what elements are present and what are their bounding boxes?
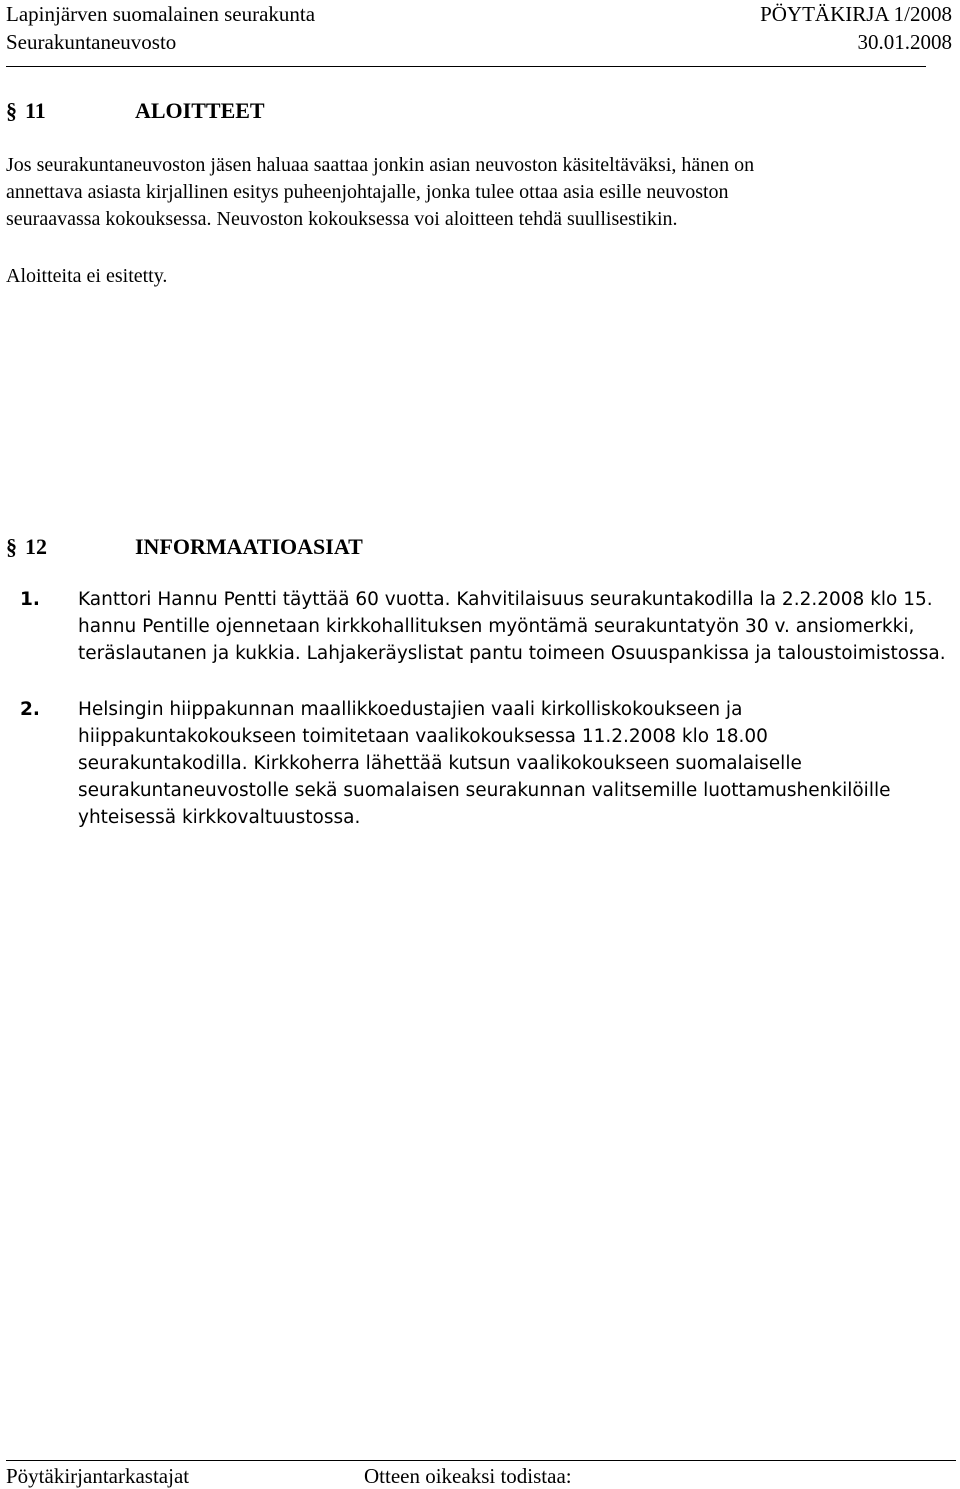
footer-rule (6, 1460, 956, 1461)
section-12-number: 12 (25, 534, 47, 559)
section-11-number: 11 (25, 98, 46, 123)
header-body: Seurakuntaneuvosto (6, 30, 177, 54)
footer-reviewers: Pöytäkirjantarkastajat (6, 1464, 190, 1488)
section-11-note: Aloitteita ei esitetty. (6, 265, 168, 287)
info-item-line: teräslautanen ja kukkia. Lahjakeräyslistat pantu toimeen Osuuspankissa ja taloustoimistossa. (78, 643, 946, 664)
info-item-line: yhteisessä kirkkovaltuustossa. (78, 807, 361, 828)
info-item-text (78, 586, 958, 667)
paragraph-line: annettava asiasta kirjallinen esitys puheenjohtajalle, jonka tulee ottaa asia esille neuvoston (6, 181, 729, 203)
header-organization: Lapinjärven suomalainen seurakunta (6, 2, 316, 26)
header-date: 30.01.2008 (857, 30, 952, 54)
info-item-text (78, 696, 958, 831)
info-item-line: seurakuntaneuvostolle sekä suomalaisen seurakunnan valitsemille luottamushenkilöille (78, 780, 891, 801)
info-item-line: hannu Pentille ojennetaan kirkkohallituksen myöntämä seurakuntatyön 30 v. ansiomerkki, (78, 616, 915, 637)
info-item-line: Kanttori Hannu Pentti täyttää 60 vuotta. Kahvitilaisuus seurakuntakodilla la 2.2.2008 klo 15. (78, 589, 933, 610)
footer-certification: Otteen oikeaksi todistaa: (364, 1464, 572, 1488)
info-item-line: hiippakuntakokoukseen toimitetaan vaalikokouksessa 11.2.2008 klo 18.00 (78, 726, 768, 747)
header-document-type: PÖYTÄKIRJA 1/2008 (760, 2, 952, 26)
info-item-line: Helsingin hiippakunnan maallikkoedustajien vaali kirkolliskokoukseen ja (78, 699, 743, 720)
section-12-title: INFORMAATIOASIAT (135, 534, 363, 559)
section-11-symbol: § (6, 98, 17, 123)
section-11-title: ALOITTEET (135, 98, 265, 123)
info-item-number: 2. (20, 699, 40, 720)
info-item-number: 1. (20, 589, 40, 610)
header-rule (6, 66, 926, 67)
paragraph-line: seuraavassa kokouksessa. Neuvoston kokouksessa voi aloitteen tehdä suullisestikin. (6, 208, 678, 230)
paragraph-line: Jos seurakuntaneuvoston jäsen haluaa saattaa jonkin asian neuvoston käsiteltäväksi, hänen on (6, 154, 755, 176)
info-item-line: seurakuntakodilla. Kirkkoherra lähettää kutsun vaalikokoukseen suomalaiselle (78, 753, 802, 774)
section-12-symbol: § (6, 534, 17, 559)
section-11-paragraph (6, 152, 946, 233)
